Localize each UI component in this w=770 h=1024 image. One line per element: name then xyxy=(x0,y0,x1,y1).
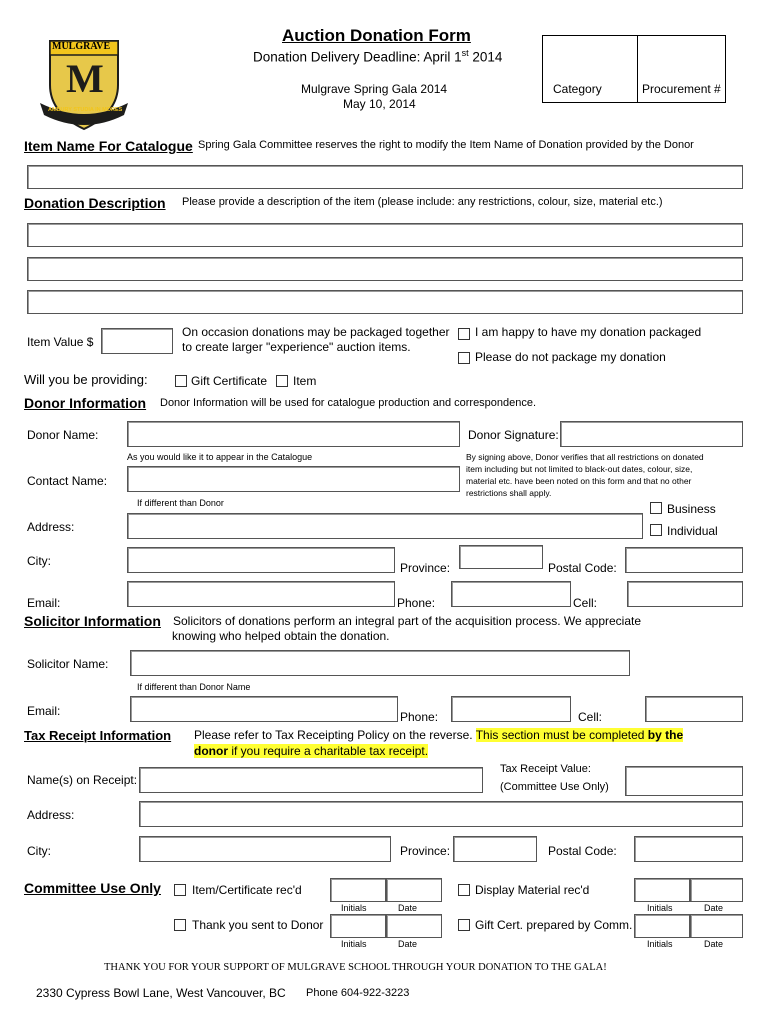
crest-name: MULGRAVE xyxy=(52,41,111,52)
solicitor-name-field[interactable] xyxy=(130,650,630,676)
signature-note-3: material etc. have been noted on this form and that no other xyxy=(466,476,692,486)
item-value-field[interactable] xyxy=(101,328,173,354)
providing-label: Will you be providing: xyxy=(24,372,148,387)
display-material-initials[interactable] xyxy=(634,878,690,902)
tax-names-field[interactable] xyxy=(139,767,483,793)
donor-province-label: Province: xyxy=(400,561,451,575)
item-received-checkbox[interactable] xyxy=(174,884,186,896)
signature-note-4: restrictions shall apply. xyxy=(466,488,552,498)
solicitor-email-label: Email: xyxy=(27,704,61,718)
tax-city-label: City: xyxy=(27,844,51,858)
individual-checkbox[interactable] xyxy=(650,524,662,536)
gift-cert-prepared-checkbox[interactable] xyxy=(458,919,470,931)
display-material-date-label: Date xyxy=(704,903,724,913)
individual-label: Individual xyxy=(667,524,718,538)
donor-heading: Donor Information xyxy=(24,395,147,411)
solicitor-name-hint: If different than Donor Name xyxy=(137,682,251,692)
gift-cert-prepared-date-label: Date xyxy=(704,939,724,949)
solicitor-cell-label: Cell: xyxy=(578,710,603,724)
display-material-initials-label: Initials xyxy=(647,903,673,913)
contact-name-hint: If different than Donor xyxy=(137,498,224,508)
solicitor-phone-label: Phone: xyxy=(400,710,439,724)
thank-you-initials[interactable] xyxy=(330,914,386,938)
tax-note-line-2: donor if you require a charitable tax receipt. xyxy=(194,744,429,758)
gift-certificate-checkbox[interactable] xyxy=(175,375,187,387)
display-material-label: Display Material rec'd xyxy=(475,883,590,897)
donor-signature-label: Donor Signature: xyxy=(468,428,559,442)
tax-value-sub: (Committee Use Only) xyxy=(500,781,609,793)
package-note-2: to create larger "experience" auction items. xyxy=(182,340,411,354)
item-received-label: Item/Certificate rec'd xyxy=(192,883,302,897)
contact-name-label: Contact Name: xyxy=(27,474,108,488)
delivery-deadline: Donation Delivery Deadline: April 1st 2014 xyxy=(253,48,503,65)
tax-note-line-1: Please refer to Tax Receipting Policy on the reverse. This section must be completed by the xyxy=(194,728,684,742)
donor-name-hint: As you would like it to appear in the Catalogue xyxy=(127,452,313,462)
footer-address: 2330 Cypress Bowl Lane, West Vancouver, BC xyxy=(36,986,286,1000)
solicitor-phone-field[interactable] xyxy=(451,696,571,722)
package-no-label: Please do not package my donation xyxy=(475,350,666,364)
school-crest xyxy=(38,33,130,133)
donor-note: Donor Information will be used for catalogue production and correspondence. xyxy=(160,397,537,409)
tax-postal-label: Postal Code: xyxy=(548,844,617,858)
donor-province-field[interactable] xyxy=(459,545,543,569)
donor-name-field[interactable] xyxy=(127,421,460,447)
event-name: Mulgrave Spring Gala 2014 xyxy=(301,82,448,96)
category-label: Category xyxy=(553,82,602,96)
item-label: Item xyxy=(293,374,317,388)
thank-you-date-label: Date xyxy=(398,939,418,949)
solicitor-email-field[interactable] xyxy=(130,696,398,722)
signature-note-2: item including but not limited to black-out dates, colour, size, xyxy=(466,464,693,474)
tax-address-label: Address: xyxy=(27,808,75,822)
solicitor-note-1: Solicitors of donations perform an integral part of the acquisition process. We appreciate xyxy=(173,614,642,628)
description-heading: Donation Description xyxy=(24,195,166,211)
crest-motto: AMBURY STUDIA IN MORES xyxy=(48,107,123,113)
donor-signature-field[interactable] xyxy=(560,421,743,447)
solicitor-note-2: knowing who helped obtain the donation. xyxy=(172,629,390,643)
tax-postal-field[interactable] xyxy=(634,836,743,862)
business-label: Business xyxy=(667,502,716,516)
description-note: Please provide a description of the item (please include: any restrictions, colour, size, material etc.) xyxy=(182,196,663,208)
thank-you-label: Thank you sent to Donor xyxy=(192,918,324,932)
package-yes-label: I am happy to have my donation packaged xyxy=(475,325,702,339)
item-checkbox[interactable] xyxy=(276,375,288,387)
donor-phone-label: Phone: xyxy=(397,596,436,610)
donor-postal-label: Postal Code: xyxy=(548,561,617,575)
donor-cell-field[interactable] xyxy=(627,581,743,607)
description-field-1[interactable] xyxy=(27,223,743,247)
item-name-heading: Item Name For Catalogue xyxy=(24,138,193,154)
donor-name-label: Donor Name: xyxy=(27,428,99,442)
contact-name-field[interactable] xyxy=(127,466,460,492)
gift-cert-prepared-label: Gift Cert. prepared by Comm. xyxy=(475,918,633,932)
description-field-2[interactable] xyxy=(27,257,743,281)
item-value-label: Item Value $ xyxy=(27,335,94,349)
donor-address-label: Address: xyxy=(27,520,75,534)
thank-you-initials-label: Initials xyxy=(341,939,367,949)
tax-city-field[interactable] xyxy=(139,836,391,862)
item-received-initials[interactable] xyxy=(330,878,386,902)
signature-note-1: By signing above, Donor verifies that all restrictions on donated xyxy=(466,452,704,462)
footer-thanks: THANK YOU FOR YOUR SUPPORT OF MULGRAVE SCHOOL THROUGH YOUR DONATION TO THE GALA! xyxy=(104,962,607,973)
solicitor-cell-field[interactable] xyxy=(645,696,743,722)
item-name-field[interactable] xyxy=(27,165,743,189)
package-no-checkbox[interactable] xyxy=(458,352,470,364)
donor-email-label: Email: xyxy=(27,596,61,610)
package-yes-checkbox[interactable] xyxy=(458,328,470,340)
package-note-1: On occasion donations may be packaged together xyxy=(182,325,450,339)
tax-value-label: Tax Receipt Value: xyxy=(500,763,591,775)
item-received-date[interactable] xyxy=(386,878,442,902)
solicitor-heading: Solicitor Information xyxy=(24,613,161,629)
tax-address-field[interactable] xyxy=(139,801,743,827)
donor-city-field[interactable] xyxy=(127,547,395,573)
tax-province-field[interactable] xyxy=(453,836,537,862)
donor-email-field[interactable] xyxy=(127,581,395,607)
committee-heading: Committee Use Only xyxy=(24,880,161,896)
display-material-date[interactable] xyxy=(690,878,743,902)
display-material-checkbox[interactable] xyxy=(458,884,470,896)
description-field-3[interactable] xyxy=(27,290,743,314)
tax-value-field[interactable] xyxy=(625,766,743,796)
footer-phone: Phone 604-922-3223 xyxy=(306,987,410,999)
gift-cert-prepared-initials-label: Initials xyxy=(647,939,673,949)
procurement-label: Procurement # xyxy=(642,82,721,96)
event-date: May 10, 2014 xyxy=(343,97,416,111)
tax-heading: Tax Receipt Information xyxy=(24,728,172,743)
donor-address-field[interactable] xyxy=(127,513,643,539)
gift-cert-prepared-initials[interactable] xyxy=(634,914,690,938)
donor-city-label: City: xyxy=(27,554,51,568)
form-title: Auction Donation Form xyxy=(282,26,471,45)
thank-you-date[interactable] xyxy=(386,914,442,938)
tax-province-label: Province: xyxy=(400,844,451,858)
crest-monogram: M xyxy=(66,56,104,101)
business-checkbox[interactable] xyxy=(650,502,662,514)
gift-certificate-label: Gift Certificate xyxy=(191,374,268,388)
donor-phone-field[interactable] xyxy=(451,581,571,607)
donor-cell-label: Cell: xyxy=(573,596,598,610)
item-received-date-label: Date xyxy=(398,903,418,913)
donor-postal-field[interactable] xyxy=(625,547,743,573)
solicitor-name-label: Solicitor Name: xyxy=(27,657,109,671)
thank-you-checkbox[interactable] xyxy=(174,919,186,931)
gift-cert-prepared-date[interactable] xyxy=(690,914,743,938)
item-name-note: Spring Gala Committee reserves the right to modify the Item Name of Donation provided by the Donor xyxy=(198,139,694,151)
item-received-initials-label: Initials xyxy=(341,903,367,913)
tax-names-label: Name(s) on Receipt: xyxy=(27,773,138,787)
